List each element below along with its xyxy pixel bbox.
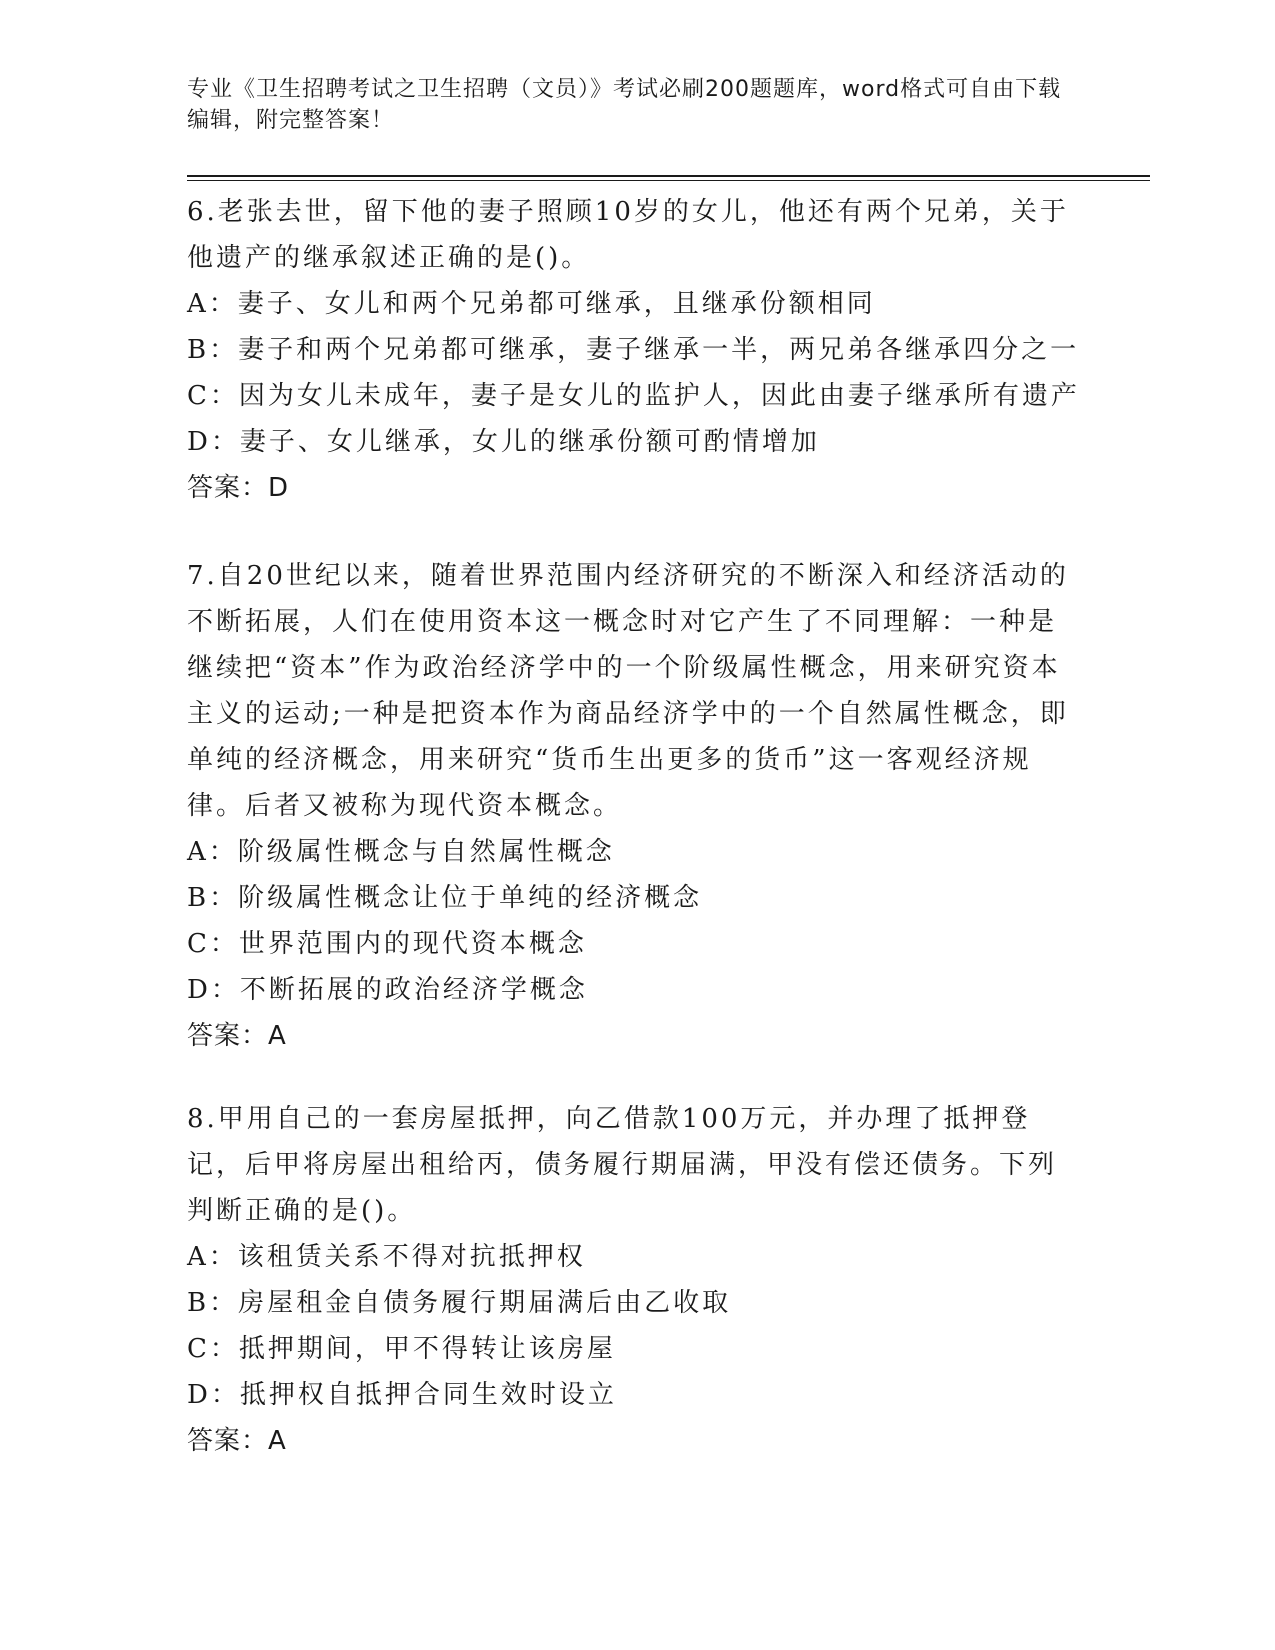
option-c: C：世界范围内的现代资本概念: [187, 929, 587, 959]
question-8: [187, 1096, 1077, 1464]
question-stem: 6.老张去世，留下他的妻子照顾10岁的女儿，他还有两个兄弟，关于他遗产的继承叙述正确的是()。: [187, 197, 1069, 273]
answer: 答案：D: [187, 473, 290, 503]
answer: 答案：A: [187, 1426, 287, 1456]
option-d: D：不断拓展的政治经济学概念: [187, 975, 588, 1005]
header-divider-thick: [187, 175, 1150, 177]
option-b: B：房屋租金自债务履行期届满后由乙收取: [187, 1288, 732, 1318]
option-d: D：妻子、女儿继承，女儿的继承份额可酌情增加: [187, 427, 820, 457]
option-d: D：抵押权自抵押合同生效时设立: [187, 1380, 617, 1410]
option-b: B：妻子和两个兄弟都可继承，妻子继承一半，两兄弟各继承四分之一: [187, 335, 1080, 365]
document-header: 专业《卫生招聘考试之卫生招聘（文员）》考试必刷200题题库，word格式可自由下载编辑，附完整答案！: [187, 77, 1062, 133]
option-a: A：妻子、女儿和两个兄弟都可继承，且继承份额相同: [187, 289, 876, 319]
question-stem: 7.自20世纪以来，随着世界范围内经济研究的不断深入和经济活动的不断拓展，人们在使用资本这一概念时对它产生了不同理解：一种是继续把“资本”作为政治经济学中的一个阶级属性概念，用来研究资本主义的运动;一种是把资本作为商品经济学中的一个自然属性概念，即单纯的经济概念，用来研究“货币生出更多的货币”这一客观经济规律。后者又被称为现代资本概念。: [187, 561, 1069, 821]
option-a: A：阶级属性概念与自然属性概念: [187, 837, 615, 867]
option-b: B：阶级属性概念让位于单纯的经济概念: [187, 883, 703, 913]
option-c: C：因为女儿未成年，妻子是女儿的监护人，因此由妻子继承所有遗产: [187, 381, 1080, 411]
question-7: [187, 553, 1077, 1059]
header-divider-thin: [187, 180, 1150, 181]
option-a: A：该租赁关系不得对抗抵押权: [187, 1242, 586, 1272]
option-c: C：抵押期间，甲不得转让该房屋: [187, 1334, 616, 1364]
answer: 答案：A: [187, 1021, 287, 1051]
question-stem: 8.甲用自己的一套房屋抵押，向乙借款100万元，并办理了抵押登记，后甲将房屋出租给丙，债务履行期届满，甲没有偿还债务。下列判断正确的是()。: [187, 1104, 1058, 1226]
question-6: [187, 189, 1080, 511]
